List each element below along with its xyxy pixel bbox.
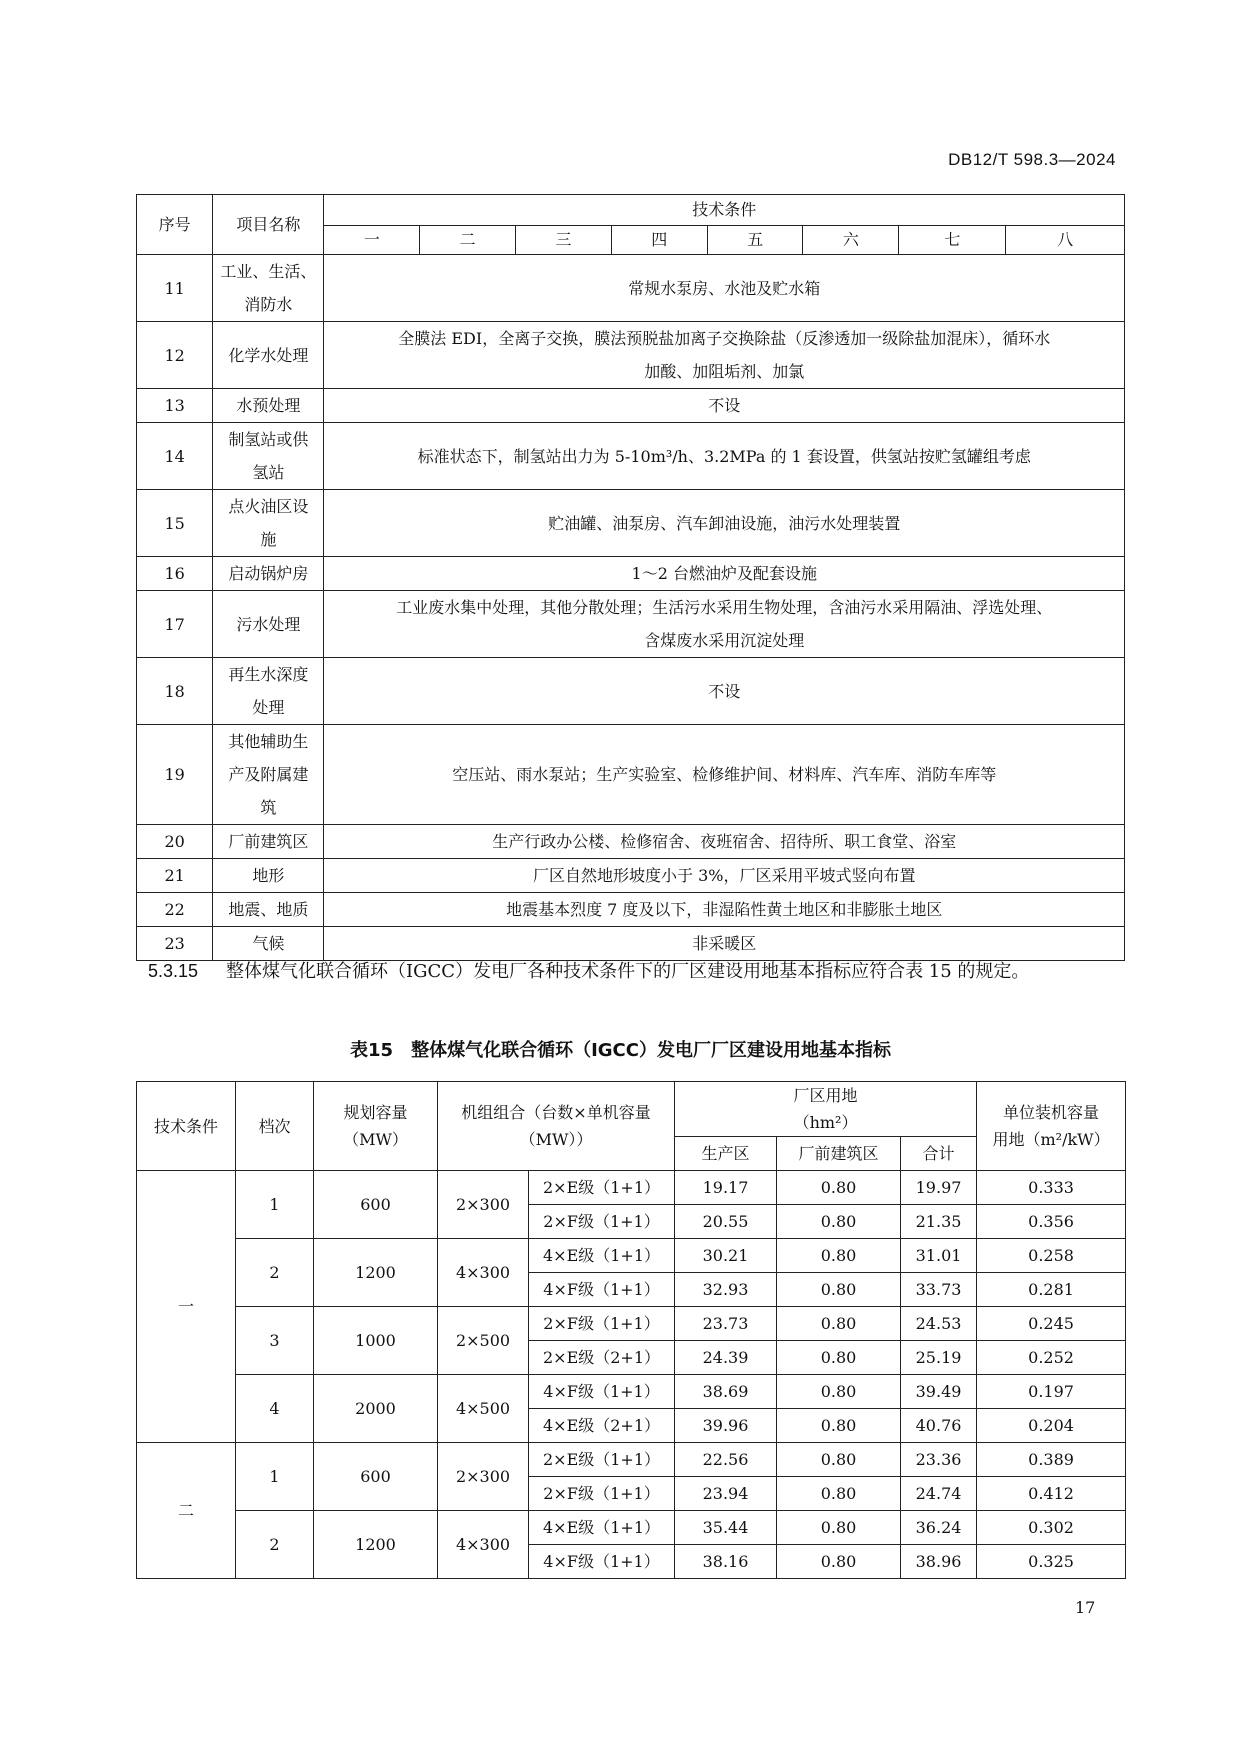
row-item-name: 地形 xyxy=(213,859,324,893)
unit-land-cell: 0.356 xyxy=(977,1205,1126,1239)
grade-cell: 3 xyxy=(236,1307,314,1375)
unit-type-cell: 4×E级（2+1） xyxy=(529,1409,675,1443)
production-area-cell: 22.56 xyxy=(675,1443,777,1477)
tech-level-7: 七 xyxy=(899,226,1006,255)
row-content: 空压站、雨水泵站；生产实验室、检修维护间、材料库、汽车库、消防车库等 xyxy=(324,725,1125,825)
table-row xyxy=(137,859,1125,893)
row-serial: 15 xyxy=(137,490,213,557)
row-serial: 11 xyxy=(137,255,213,322)
front-area-cell: 0.80 xyxy=(777,1409,901,1443)
tech-level-3: 三 xyxy=(516,226,612,255)
production-area-cell: 24.39 xyxy=(675,1341,777,1375)
row-item-name: 化学水处理 xyxy=(213,322,324,389)
unit-type-cell: 2×E级（1+1） xyxy=(529,1443,675,1477)
unit-combo-cell: 2×500 xyxy=(438,1307,529,1375)
table-row xyxy=(137,557,1125,591)
unit-land-cell: 0.412 xyxy=(977,1477,1126,1511)
table-row xyxy=(137,255,1125,322)
unit-land-cell: 0.281 xyxy=(977,1273,1126,1307)
front-area-cell: 0.80 xyxy=(777,1273,901,1307)
clause-5-3-15 xyxy=(148,956,1118,987)
production-area-cell: 32.93 xyxy=(675,1273,777,1307)
total-area-cell: 40.76 xyxy=(901,1409,977,1443)
total-area-cell: 33.73 xyxy=(901,1273,977,1307)
total-area-cell: 19.97 xyxy=(901,1171,977,1205)
grade-cell: 1 xyxy=(236,1443,314,1511)
row-content: 不设 xyxy=(324,389,1125,423)
page-number: 17 xyxy=(1075,1598,1096,1617)
grade-cell: 2 xyxy=(236,1511,314,1579)
capacity-cell: 1200 xyxy=(314,1239,438,1307)
row-serial: 17 xyxy=(137,591,213,658)
table-row xyxy=(137,322,1125,389)
row-serial: 22 xyxy=(137,893,213,927)
header-tech: 技术条件 xyxy=(137,1082,236,1171)
unit-land-cell: 0.333 xyxy=(977,1171,1126,1205)
tech-level-4: 四 xyxy=(611,226,707,255)
row-content: 厂区自然地形坡度小于 3%，厂区采用平坡式竖向布置 xyxy=(324,859,1125,893)
row-content: 工业废水集中处理，其他分散处理；生活污水采用生物处理，含油污水采用隔油、浮选处理、 含煤废水采用沉淀处理 xyxy=(324,591,1125,658)
table-row xyxy=(137,1307,1126,1341)
capacity-cell: 1000 xyxy=(314,1307,438,1375)
tech-level-2: 二 xyxy=(420,226,516,255)
row-item-name: 地震、地质 xyxy=(213,893,324,927)
grade-cell: 2 xyxy=(236,1239,314,1307)
front-area-cell: 0.80 xyxy=(777,1375,901,1409)
unit-land-cell: 0.252 xyxy=(977,1341,1126,1375)
clause-number: 5.3.15 xyxy=(148,961,199,981)
production-area-cell: 38.69 xyxy=(675,1375,777,1409)
table-row xyxy=(137,1171,1126,1205)
row-content: 不设 xyxy=(324,658,1125,725)
row-item-name: 气候 xyxy=(213,927,324,961)
capacity-cell: 600 xyxy=(314,1443,438,1511)
unit-type-cell: 2×E级（2+1） xyxy=(529,1341,675,1375)
header-unit-combo: 机组组合（台数×单机容量 （MW）） xyxy=(438,1082,675,1171)
production-area-cell: 23.94 xyxy=(675,1477,777,1511)
total-area-cell: 25.19 xyxy=(901,1341,977,1375)
header-tech-conditions: 技术条件 xyxy=(324,195,1125,226)
front-area-cell: 0.80 xyxy=(777,1239,901,1273)
table-row xyxy=(137,893,1125,927)
row-item-name: 工业、生活、 消防水 xyxy=(213,255,324,322)
production-area-cell: 35.44 xyxy=(675,1511,777,1545)
total-area-cell: 31.01 xyxy=(901,1239,977,1273)
unit-combo-cell: 2×300 xyxy=(438,1443,529,1511)
table-row xyxy=(137,1443,1126,1477)
unit-combo-cell: 4×300 xyxy=(438,1511,529,1579)
tech-level-1: 一 xyxy=(324,226,420,255)
total-area-cell: 23.36 xyxy=(901,1443,977,1477)
capacity-cell: 600 xyxy=(314,1171,438,1239)
unit-combo-cell: 2×300 xyxy=(438,1171,529,1239)
tech-level-6: 六 xyxy=(803,226,899,255)
row-item-name: 厂前建筑区 xyxy=(213,825,324,859)
header-production: 生产区 xyxy=(675,1137,777,1171)
row-serial: 13 xyxy=(137,389,213,423)
row-item-name: 制氢站或供 氢站 xyxy=(213,423,324,490)
unit-land-cell: 0.389 xyxy=(977,1443,1126,1477)
row-item-name: 其他辅助生 产及附属建 筑 xyxy=(213,725,324,825)
clause-text: 整体煤气化联合循环（IGCC）发电厂各种技术条件下的厂区建设用地基本指标应符合表 15 的规定。 xyxy=(226,961,1030,982)
front-area-cell: 0.80 xyxy=(777,1477,901,1511)
front-area-cell: 0.80 xyxy=(777,1307,901,1341)
header-item-name: 项目名称 xyxy=(213,195,324,255)
row-serial: 23 xyxy=(137,927,213,961)
header-capacity: 规划容量 （MW） xyxy=(314,1082,438,1171)
production-area-cell: 23.73 xyxy=(675,1307,777,1341)
unit-type-cell: 4×F级（1+1） xyxy=(529,1273,675,1307)
total-area-cell: 38.96 xyxy=(901,1545,977,1579)
header-area: 厂区用地 （hm²） xyxy=(675,1082,977,1137)
unit-type-cell: 4×F级（1+1） xyxy=(529,1375,675,1409)
row-serial: 20 xyxy=(137,825,213,859)
table-row xyxy=(137,658,1125,725)
row-item-name: 启动锅炉房 xyxy=(213,557,324,591)
total-area-cell: 36.24 xyxy=(901,1511,977,1545)
front-area-cell: 0.80 xyxy=(777,1511,901,1545)
row-item-name: 点火油区设 施 xyxy=(213,490,324,557)
production-area-cell: 19.17 xyxy=(675,1171,777,1205)
header-grade: 档次 xyxy=(236,1082,314,1171)
row-serial: 14 xyxy=(137,423,213,490)
front-area-cell: 0.80 xyxy=(777,1545,901,1579)
unit-land-cell: 0.204 xyxy=(977,1409,1126,1443)
production-area-cell: 38.16 xyxy=(675,1545,777,1579)
unit-type-cell: 2×F级（1+1） xyxy=(529,1205,675,1239)
unit-land-cell: 0.325 xyxy=(977,1545,1126,1579)
row-content: 常规水泵房、水池及贮水箱 xyxy=(324,255,1125,322)
table-row xyxy=(137,825,1125,859)
table-row xyxy=(137,725,1125,825)
row-content: 生产行政办公楼、检修宿舍、夜班宿舍、招待所、职工食堂、浴室 xyxy=(324,825,1125,859)
row-content: 地震基本烈度 7 度及以下，非湿陷性黄土地区和非膨胀土地区 xyxy=(324,893,1125,927)
igcc-land-index-table xyxy=(136,1081,1126,1579)
grade-cell: 1 xyxy=(236,1171,314,1239)
table-row xyxy=(137,591,1125,658)
unit-combo-cell: 4×300 xyxy=(438,1239,529,1307)
unit-type-cell: 4×E级（1+1） xyxy=(529,1511,675,1545)
total-area-cell: 24.53 xyxy=(901,1307,977,1341)
row-content: 非采暖区 xyxy=(324,927,1125,961)
document-code: DB12/T 598.3—2024 xyxy=(948,150,1116,169)
total-area-cell: 24.74 xyxy=(901,1477,977,1511)
table-row xyxy=(137,1239,1126,1273)
table-row xyxy=(137,389,1125,423)
row-serial: 19 xyxy=(137,725,213,825)
header-total: 合计 xyxy=(901,1137,977,1171)
tech-level-5: 五 xyxy=(707,226,803,255)
table-row xyxy=(137,423,1125,490)
row-item-name: 污水处理 xyxy=(213,591,324,658)
row-content: 标准状态下，制氢站出力为 5-10m³/h、3.2MPa 的 1 套设置，供氢站按贮氢罐组考虑 xyxy=(324,423,1125,490)
row-item-name: 再生水深度 处理 xyxy=(213,658,324,725)
capacity-cell: 1200 xyxy=(314,1511,438,1579)
table-row xyxy=(137,1511,1126,1545)
tech-condition-cell: 一 xyxy=(137,1171,236,1443)
table-row xyxy=(137,1375,1126,1409)
front-area-cell: 0.80 xyxy=(777,1341,901,1375)
unit-type-cell: 2×E级（1+1） xyxy=(529,1171,675,1205)
table-row xyxy=(137,490,1125,557)
technical-conditions-table xyxy=(136,194,1125,961)
row-serial: 18 xyxy=(137,658,213,725)
front-area-cell: 0.80 xyxy=(777,1171,901,1205)
front-area-cell: 0.80 xyxy=(777,1443,901,1477)
header-serial-no: 序号 xyxy=(137,195,213,255)
capacity-cell: 2000 xyxy=(314,1375,438,1443)
table-caption: 表15 整体煤气化联合循环（IGCC）发电厂厂区建设用地基本指标 xyxy=(350,1040,891,1061)
production-area-cell: 39.96 xyxy=(675,1409,777,1443)
row-content: 1～2 台燃油炉及配套设施 xyxy=(324,557,1125,591)
tech-condition-cell: 二 xyxy=(137,1443,236,1579)
unit-land-cell: 0.258 xyxy=(977,1239,1126,1273)
unit-combo-cell: 4×500 xyxy=(438,1375,529,1443)
front-area-cell: 0.80 xyxy=(777,1205,901,1239)
production-area-cell: 30.21 xyxy=(675,1239,777,1273)
tech-level-8: 八 xyxy=(1006,226,1125,255)
unit-land-cell: 0.197 xyxy=(977,1375,1126,1409)
total-area-cell: 39.49 xyxy=(901,1375,977,1409)
unit-land-cell: 0.302 xyxy=(977,1511,1126,1545)
row-serial: 12 xyxy=(137,322,213,389)
row-item-name: 水预处理 xyxy=(213,389,324,423)
unit-type-cell: 4×F级（1+1） xyxy=(529,1545,675,1579)
row-serial: 16 xyxy=(137,557,213,591)
production-area-cell: 20.55 xyxy=(675,1205,777,1239)
unit-type-cell: 2×F级（1+1） xyxy=(529,1307,675,1341)
row-serial: 21 xyxy=(137,859,213,893)
row-content: 贮油罐、油泵房、汽车卸油设施，油污水处理装置 xyxy=(324,490,1125,557)
row-content: 全膜法 EDI，全离子交换，膜法预脱盐加离子交换除盐（反渗透加一级除盐加混床），循环水 加酸、加阻垢剂、加氯 xyxy=(324,322,1125,389)
unit-land-cell: 0.245 xyxy=(977,1307,1126,1341)
total-area-cell: 21.35 xyxy=(901,1205,977,1239)
header-front: 厂前建筑区 xyxy=(777,1137,901,1171)
grade-cell: 4 xyxy=(236,1375,314,1443)
unit-type-cell: 4×E级（1+1） xyxy=(529,1239,675,1273)
unit-type-cell: 2×F级（1+1） xyxy=(529,1477,675,1511)
header-unit-land: 单位装机容量 用地（m²/kW） xyxy=(977,1082,1126,1171)
